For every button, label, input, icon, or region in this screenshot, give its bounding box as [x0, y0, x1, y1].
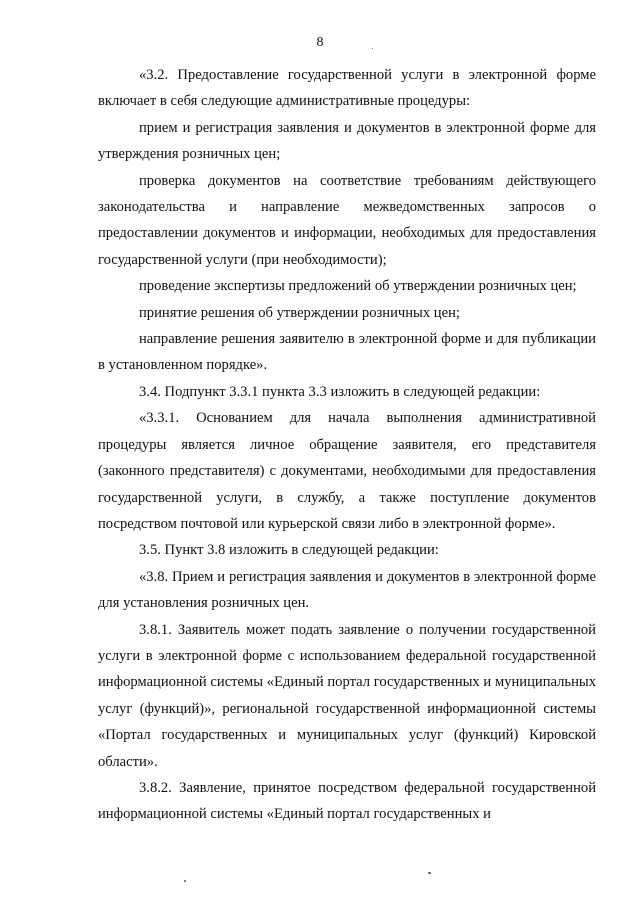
- paragraph-procedure-publication: направление решения заявителю в электронной форме и для публикации в установленном порядке».: [98, 331, 596, 374]
- paragraph-procedure-decision: принятие решения об утверждении розничных цен;: [139, 304, 460, 321]
- paragraph-3-8-2: 3.8.2. Заявление, принятое посредством федеральной государственной информационной системы «Единый портал государственных и: [98, 779, 596, 823]
- paragraph-3-3-1: «3.3.1. Основанием для начала выполнения административной процедуры является личное обращение заявителя, его представителя (законного представителя) с документами, необходимыми для предоставления государственной услуги, в службу, а также поступление документов посредством почтовой или курьерской связи либо в электронной форме».: [98, 410, 596, 532]
- document-body: [98, 62, 596, 828]
- paragraph-3-8-1: 3.8.1. Заявитель может подать заявление о получении государственной услуги в электронной форме с использованием федеральной государственной информационной системы «Единый портал государственных и муниципальных услуг (функций)», региональной государственной информационной системы «Портал государственных и муниципальных услуг (функций) Кировской области».: [98, 621, 596, 770]
- paragraph-3-8: «3.8. Прием и регистрация заявления и документов в электронной форме для установления розничных цен.: [98, 568, 596, 612]
- paragraph-procedure-expertise: проведение экспертизы предложений об утверждении розничных цен;: [139, 278, 577, 295]
- paragraph-procedure-verification: проверка документов на соответствие требованиям действующего законодательства и направление межведомственных запросов о предоставлении документов и информации, необходимых для предоставления государственной услуги (при необходимости);: [98, 172, 596, 268]
- paragraph-3-2: «3.2. Предоставление государственной услуги в электронной форме включает в себя следующие административные процедуры:: [98, 67, 596, 110]
- page-number: 8: [316, 35, 324, 50]
- paragraph-3-5: 3.5. Пункт 3.8 изложить в следующей редакции:: [139, 542, 439, 559]
- paragraph-procedure-reception: прием и регистрация заявления и документов в электронной форме для утверждения розничных цен;: [98, 119, 596, 163]
- paragraph-3-4: 3.4. Подпункт 3.3.1 пункта 3.3 изложить в следующей редакции:: [139, 383, 541, 400]
